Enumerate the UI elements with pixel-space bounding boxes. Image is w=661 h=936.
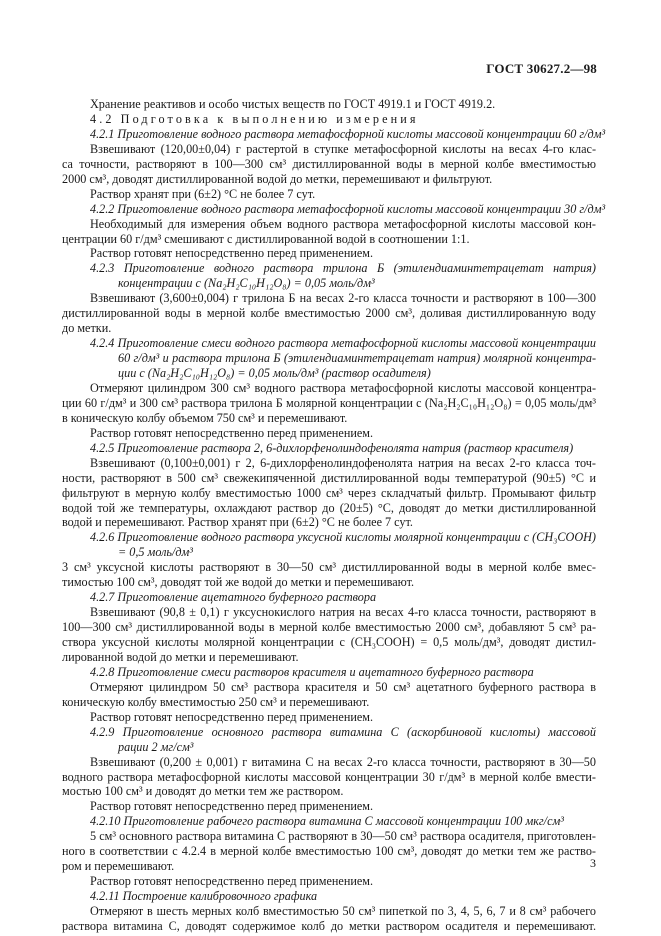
text-line: Взвешивают (120,00±0,04) г растертой в ступке метафосфорной кислоты на весах 4-го клас-	[90, 141, 596, 156]
text-line: Отмеряют цилиндром 300 см³ водного раствора метафосфорной кислоты массовой концентра-	[90, 380, 596, 395]
text-line: Раствор готовят непосредственно перед применением.	[90, 709, 374, 724]
text-line: ром и перемешивают.	[62, 859, 175, 874]
text-line: Раствор готовят непосредственно перед применением.	[90, 425, 374, 440]
text-line: водой и перемешивают. Раствор хранят при (6±2) °С не более 7 сут.	[62, 515, 413, 530]
text-line: фильтруют в мерную колбу вместимостью 1000 см³ через складчатый фильтр. Промывают фильтр	[62, 485, 596, 500]
text-line: 5 см³ основного раствора витамина С растворяют в 30—50 см³ раствора осадителя, приготовлен-	[90, 829, 596, 844]
text-line: 4.2.8 Приготовление смеси растворов красителя и ацетатного буферного раствора	[90, 664, 534, 679]
text-line: 4.2.4 Приготовление смеси водного раствора метафосфорной кислоты массовой концентрации	[90, 336, 596, 351]
text-line: Раствор готовят непосредственно перед применением.	[90, 874, 374, 889]
text-line: ции 60 г/дм³ и 300 см³ раствора трилона Б молярной концентрации с (Na₂H₂C₁₀H₁₂O₈) = 0,05 моль/дм³	[62, 395, 596, 410]
text-line: 100—300 см³ дистиллированной воды в мерной колбе вместимостью 2000 см³, добавляют 5 см³ ра-	[62, 620, 596, 635]
text-line: Взвешивают (90,8 ± 0,1) г уксуснокислого натрия на весах 4-го класса точности, растворяют в	[90, 605, 596, 620]
text-line: са точности, растворяют в 100—300 см³ дистиллированной воды в мерной колбе вместимостью	[62, 156, 596, 171]
text-line: водного раствора метафосфорной кислоты массовой концентрации 30 г/дм³ в мерной колбе вмести-	[62, 769, 596, 784]
document-header: ГОСТ 30627.2—98	[486, 61, 597, 76]
text-line: Необходимый для измерения объем водного раствора метафосфорной кислоты массовой кон-	[90, 216, 596, 231]
text-line: ции с (Na₂H₂C₁₀H₁₂O₈) = 0,05 моль/дм³ (раствор осадителя)	[118, 366, 431, 381]
page-number: 3	[590, 856, 596, 870]
text-line: раствора витамина С, доводят содержимое колб до метки раствором осадителя и перемешивают.	[62, 919, 596, 934]
text-line: Раствор хранят при (6±2) °С не более 7 сут.	[90, 186, 316, 201]
text-line: 4.2.9 Приготовление основного раствора витамина С (аскорбиновой кислоты) массовой	[90, 724, 596, 739]
text-line: створа уксусной кислоты молярной концентрации с (CH₃COOH) = 0,5 моль/дм³, доводят дистил-	[62, 635, 596, 650]
text-line: водой той же температуры, охлаждают раствор до (20±5) °С, доводят до метки дистиллированной	[62, 500, 596, 515]
text-line: Взвешивают (0,100±0,001) г 2, 6-дихлорфенолиндофенолята натрия на весах 2-го класса точ-	[90, 455, 596, 470]
text-line: 4.2 Подготовка к выполнению измерения	[90, 111, 419, 126]
text-line: дистиллированной воды в мерной колбе вместимостью 2000 см³, доливая дистиллированную воду	[62, 306, 596, 321]
text-line: 4.2.7 Приготовление ацетатного буферного раствора	[90, 590, 377, 605]
text-line: Отмеряют в шесть мерных колб вместимостью 50 см³ пипеткой по 3, 4, 5, 6, 7 и 8 см³ рабочего	[90, 904, 596, 919]
text-line: Раствор готовят непосредственно перед применением.	[90, 246, 374, 261]
text-line: 4.2.3 Приготовление водного раствора трилона Б (этилендиаминтетрацетат натрия)	[90, 261, 596, 276]
text-line: Хранение реактивов и особо чистых веществ по ГОСТ 4919.1 и ГОСТ 4919.2.	[90, 97, 496, 111]
text-line: лированной водой до метки и перемешивают.	[62, 649, 299, 664]
text-line: ности, растворяют в 500 см³ свежекипяченной дистиллированной воды температурой (90±5) °С и	[62, 470, 596, 485]
text-line: до метки.	[62, 321, 112, 336]
text-line: 4.2.5 Приготовление раствора 2, 6-дихлорфенолиндофенолята натрия (раствор красителя)	[90, 440, 574, 455]
text-line: центрации 60 г/дм³ смешивают с дистиллированной водой в соотношении 1:1.	[62, 231, 470, 246]
text-line: Раствор готовят непосредственно перед применением.	[90, 799, 374, 814]
text-line: 4.2.10 Приготовление рабочего раствора витамина С массовой концентрации 100 мкг/см³	[90, 814, 564, 829]
text-line: 4.2.11 Построение калибровочного графика	[90, 889, 318, 904]
document-body	[62, 97, 606, 934]
text-line: концентрации с (Na₂H₂C₁₀H₁₂O₈) = 0,05 моль/дм³	[118, 276, 375, 291]
text-line: 3 см³ уксусной кислоты растворяют в 30—50 см³ дистиллированной воды в мерной колбе вмес-	[62, 560, 596, 575]
text-line: Взвешивают (0,200 ± 0,001) г витамина С на весах 2-го класса точности, растворяют в 30—50	[90, 754, 596, 769]
text-line: Взвешивают (3,600±0,004) г трилона Б на весах 2-го класса точности и растворяют в 100—300	[90, 291, 596, 306]
text-line: 4.2.2 Приготовление водного раствора метафосфорной кислоты массовой концентрации 30 г/дм³	[90, 201, 606, 216]
text-line: 4.2.6 Приготовление водного раствора уксусной кислоты молярной концентрации с (CH₃COOH)	[90, 530, 596, 545]
text-line: 60 г/дм³ и раствора трилона Б (этилендиаминтетрацетат натрия) молярной концентра-	[118, 351, 596, 366]
text-line: коническую колбу вместимостью 250 см³ и перемешивают.	[62, 694, 370, 709]
text-line: ного в соответствии с 4.2.4 в мерной колбе вместимостью 100 см³, доводят до метки тем же раство-	[62, 844, 596, 859]
text-line: мостью 100 см³ и доводят до метки тем же раствором.	[62, 784, 344, 799]
text-line: Отмеряют цилиндром 50 см³ раствора красителя и 50 см³ ацетатного буферного раствора в	[90, 679, 596, 694]
text-line: в коническую колбу объемом 750 см³ и перемешивают.	[62, 410, 348, 425]
text-line: 4.2.1 Приготовление водного раствора метафосфорной кислоты массовой концентрации 60 г/дм³	[90, 126, 606, 141]
text-line: = 0,5 моль/дм³	[118, 545, 193, 560]
text-line: тимостью 100 см³, доводят той же водой до метки и перемешивают.	[62, 575, 415, 590]
text-line: рации 2 мг/см³	[118, 739, 194, 754]
text-line: 2000 см³, доводят дистиллированной водой до метки, перемешивают и фильтруют.	[62, 171, 493, 186]
